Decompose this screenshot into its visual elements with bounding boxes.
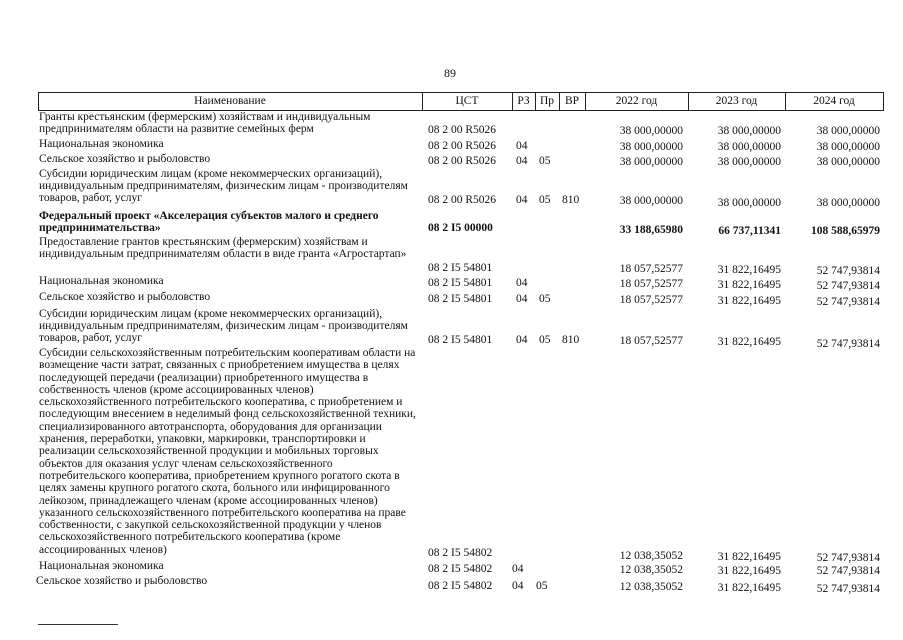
- row-cst: 08 2 I5 54801: [428, 262, 493, 274]
- row-2022: 18 057,52577: [619, 335, 683, 347]
- row-cst: 08 2 I5 54801: [428, 277, 493, 289]
- row-cst: 08 2 I5 54802: [428, 563, 493, 575]
- row-pr: 05: [539, 293, 551, 305]
- page-number-text: 89: [444, 66, 456, 80]
- row-2023: 31 822,16495: [717, 279, 781, 291]
- row-2022: 38 000,00000: [619, 141, 683, 153]
- row-2023: 31 822,16495: [717, 295, 781, 307]
- row-name: Гранты крестьянским (фермерским) хозяйствам и индивидуальным предпринимателям области на развитие семейных ферм: [39, 111, 371, 136]
- row-rz: 04: [516, 155, 528, 167]
- row-rz: 04: [516, 277, 528, 289]
- header-2023: 2023 год: [715, 95, 758, 107]
- row-2024: 38 000,00000: [816, 197, 880, 209]
- row-name: Сельское хозяйство и рыболовство: [36, 575, 208, 587]
- row-cst: 08 2 I5 00000: [428, 222, 493, 234]
- header-divider: [883, 92, 884, 111]
- row-name: Национальная экономика: [39, 560, 164, 572]
- footer-rule: [38, 624, 118, 625]
- row-rz: 04: [516, 140, 528, 152]
- row-cst: 08 2 00 R5026: [428, 124, 497, 136]
- row-2024: 108 588,65979: [811, 225, 880, 237]
- row-2022: 38 000,00000: [619, 125, 683, 137]
- row-name: Субсидии юридическим лицам (кроме некоммерческих организаций), индивидуальным предпринимателям, физическим лицам - производителям товаров, работ, услуг: [39, 168, 408, 205]
- row-name: Федеральный проект «Акселерация субъектов малого и среднего предпринимательства»: [39, 210, 379, 235]
- row-2022: 38 000,00000: [619, 195, 683, 207]
- row-2022: 12 038,35052: [619, 564, 683, 576]
- header-2024: 2024 год: [813, 95, 855, 107]
- row-name: Субсидии юридическим лицам (кроме некоммерческих организаций), индивидуальным предпринимателям, физическим лицам - производителям товаров, работ, услуг: [39, 308, 408, 345]
- row-cst: 08 2 I5 54801: [428, 293, 493, 305]
- row-2023: 31 822,16495: [717, 264, 781, 276]
- row-cst: 08 2 00 R5026: [428, 155, 497, 167]
- row-name: Сельское хозяйство и рыболовство: [39, 153, 211, 165]
- header-2022: 2022 год: [615, 95, 658, 107]
- row-name: Предоставление грантов крестьянским (фермерским) хозяйствам и индивидуальным предпринимателям области в виде гранта «Агростартап»: [39, 236, 407, 261]
- row-2023: 38 000,00000: [717, 141, 781, 153]
- row-cst: 08 2 I5 54802: [428, 547, 493, 559]
- row-cst: 08 2 I5 54802: [428, 580, 493, 592]
- row-pr: 05: [539, 334, 551, 346]
- row-2022: 33 188,65980: [619, 224, 683, 236]
- row-rz: 04: [516, 334, 528, 346]
- row-vr: 810: [562, 194, 580, 206]
- page-number: [440, 66, 460, 81]
- row-2023: 38 000,00000: [717, 125, 781, 137]
- row-pr: 05: [536, 580, 548, 592]
- row-rz: 04: [512, 563, 524, 575]
- row-2022: 12 038,35052: [619, 550, 683, 562]
- row-cst: 08 2 00 R5026: [428, 140, 497, 152]
- row-2023: 31 822,16495: [717, 565, 781, 577]
- row-name: Национальная экономика: [39, 138, 164, 150]
- row-name: Национальная экономика: [39, 275, 164, 287]
- row-cst: 08 2 00 R5026: [428, 194, 497, 206]
- row-2024: 52 747,93814: [816, 338, 880, 350]
- header-rz: РЗ: [517, 95, 530, 107]
- row-2024: 52 747,93814: [816, 583, 880, 595]
- row-2023: 38 000,00000: [717, 197, 781, 209]
- row-2024: 52 747,93814: [816, 296, 880, 308]
- row-pr: 05: [539, 155, 551, 167]
- header-cst: ЦСТ: [455, 95, 479, 107]
- row-2024: 52 747,93814: [816, 280, 880, 292]
- row-2024: 52 747,93814: [816, 552, 880, 564]
- row-2024: 38 000,00000: [816, 141, 880, 153]
- row-2022: 18 057,52577: [619, 263, 683, 275]
- row-2024: 38 000,00000: [816, 125, 880, 137]
- header-pr: Пр: [539, 95, 555, 107]
- row-rz: 04: [512, 580, 524, 592]
- header-name: Наименование: [194, 95, 266, 107]
- row-vr: 810: [562, 334, 580, 346]
- row-cst: 08 2 I5 54801: [428, 334, 493, 346]
- row-2022: 18 057,52577: [619, 294, 683, 306]
- row-2023: 66 737,11341: [718, 225, 781, 237]
- row-2023: 31 822,16495: [717, 551, 781, 563]
- row-2023: 38 000,00000: [717, 156, 781, 168]
- row-2022: 38 000,00000: [619, 156, 683, 168]
- row-2023: 31 822,16495: [717, 582, 781, 594]
- row-2024: 38 000,00000: [816, 156, 880, 168]
- row-2022: 12 038,35052: [619, 581, 683, 593]
- row-2022: 18 057,52577: [619, 278, 683, 290]
- row-rz: 04: [516, 194, 528, 206]
- row-name: Сельское хозяйство и рыболовство: [39, 291, 211, 303]
- row-pr: 05: [539, 194, 551, 206]
- row-rz: 04: [516, 293, 528, 305]
- header-vr: ВР: [564, 95, 580, 107]
- row-name: Субсидии сельскохозяйственным потребительским кооперативам области на возмещение части затрат, связанных с приобретением имущества в целях последующей передачи (реализации) приобретенного имущества в собственность членов (кроме ассоциированных членов) сельскохозяйственного потребительского кооператива, с приобретением и последующим внесением в неделимый фонд сельскохозяйственной техники, специализированного автотранспорта, оборудования для организации хранения, переработки, упаковки, маркировки, транспортировки и реализации сельскохозяйственной продукции и мобильных торговых объектов для оказания услуг членам сельскохозяйственного потребительского кооператива, приобретением крупного рогатого скота в целях замены крупного рогатого скота, больного или инфицированного лейкозом, принадлежащего членам (кроме ассоциированных членов) указанного сельскохозяйственного потребительского кооператива на праве собственности, с закупкой сельскохозяйственной продукции у членов сельскохозяйственного потребительского кооператива (кроме ассоциированных членов): [39, 347, 416, 556]
- row-2024: 52 747,93814: [816, 565, 880, 577]
- row-2023: 31 822,16495: [717, 336, 781, 348]
- row-2024: 52 747,93814: [816, 265, 880, 277]
